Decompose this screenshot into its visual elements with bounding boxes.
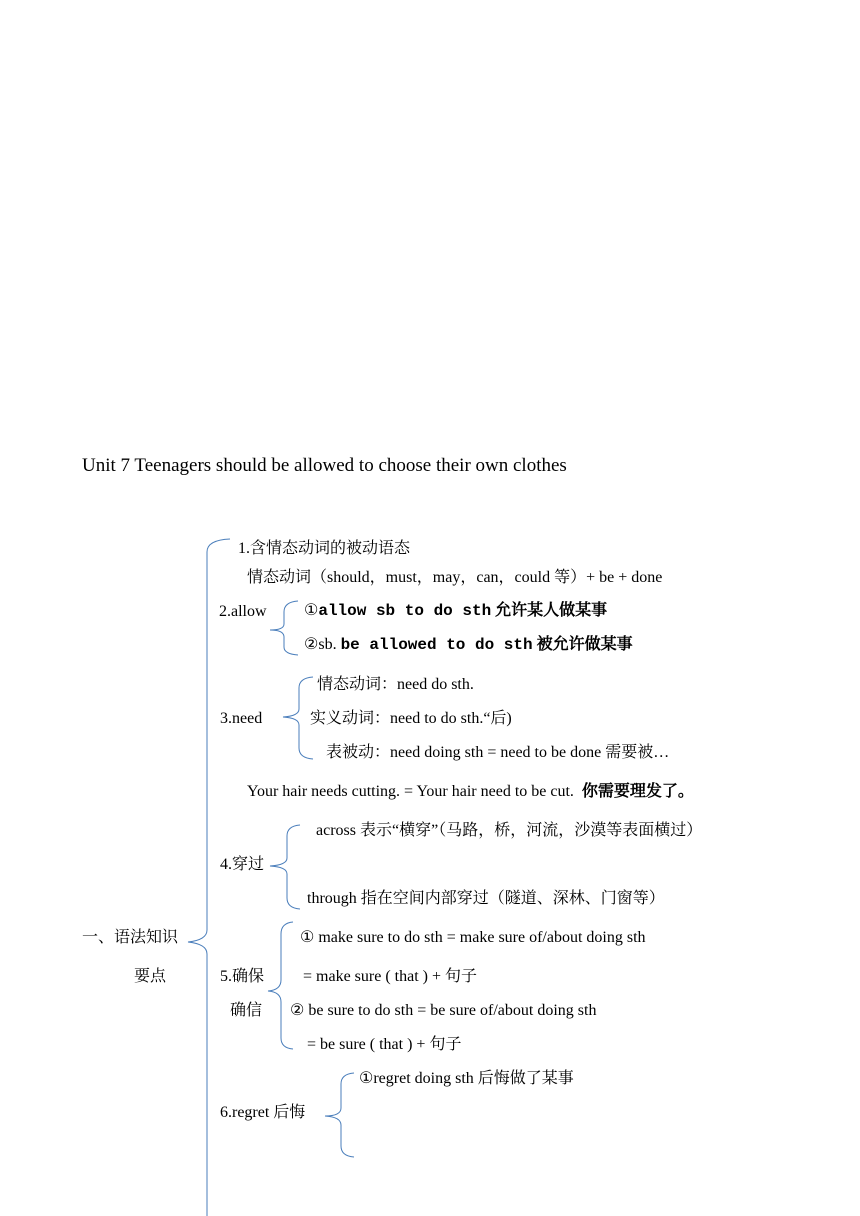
item2-line2-prefix: ②sb. bbox=[304, 636, 337, 653]
regret-brace bbox=[325, 1073, 354, 1157]
root-label-line1: 一、语法知识 bbox=[82, 929, 179, 946]
item2-line2 bbox=[304, 635, 633, 655]
item1-formula: 情态动词（should，must，may，can，could 等）+ be + done bbox=[247, 569, 663, 586]
item3-example-translation: 你需要理发了。 bbox=[581, 783, 694, 800]
item5-label-line2: 确信 bbox=[230, 1002, 263, 1019]
item4-line2: through 指在空间内部穿过（隧道、深林、门窗等） bbox=[307, 890, 665, 907]
item6-label: 6.regret 后悔 bbox=[220, 1104, 306, 1121]
need-brace bbox=[283, 677, 313, 759]
unit-title: Unit 7 Teenagers should be allowed to choose their own clothes bbox=[82, 455, 567, 476]
item2-line2-meaning: 被允许做某事 bbox=[536, 636, 633, 653]
item5-label-line1: 5.确保 bbox=[220, 968, 265, 985]
item3-line3: 表被动：need doing sth = need to be done 需要被… bbox=[326, 744, 670, 761]
item4-line1: across 表示“横穿”（马路，桥，河流，沙漠等表面横过） bbox=[316, 822, 703, 839]
item2-line1-prefix: ① bbox=[304, 602, 319, 619]
item5-line1: ① make sure to do sth = make sure of/about doing sth bbox=[300, 929, 646, 946]
item6-line1: ①regret doing sth 后悔做了某事 bbox=[359, 1070, 574, 1087]
item3-example: Your hair needs cutting. = Your hair need to be cut. bbox=[247, 783, 574, 800]
item3-line1: 情态动词：need do sth. bbox=[317, 676, 474, 693]
item1-heading: 1.含情态动词的被动语态 bbox=[238, 540, 411, 557]
item3-line2: 实义动词：need to do sth.“后) bbox=[310, 710, 512, 727]
item2-label: 2.allow bbox=[219, 603, 267, 620]
item2-line1-meaning: 允许某人做某事 bbox=[495, 602, 608, 619]
item5-line3: ② be sure to do sth = be sure of/about doing sth bbox=[290, 1002, 597, 1019]
item3-label: 3.need bbox=[220, 710, 263, 727]
cross-brace bbox=[270, 825, 300, 909]
item2-line1-code: allow sb to do sth bbox=[318, 602, 492, 620]
item3-example-line bbox=[247, 782, 694, 802]
item4-label: 4.穿过 bbox=[220, 856, 265, 873]
root-label-line2: 要点 bbox=[134, 968, 167, 985]
item2-line1 bbox=[304, 601, 607, 621]
item2-line2-code: be allowed to do sth bbox=[340, 636, 533, 654]
ensure-brace bbox=[268, 922, 293, 1049]
allow-brace bbox=[270, 601, 298, 655]
item5-line2: = make sure ( that ) + 句子 bbox=[303, 968, 478, 985]
item5-line4: = be sure ( that ) + 句子 bbox=[307, 1036, 462, 1053]
